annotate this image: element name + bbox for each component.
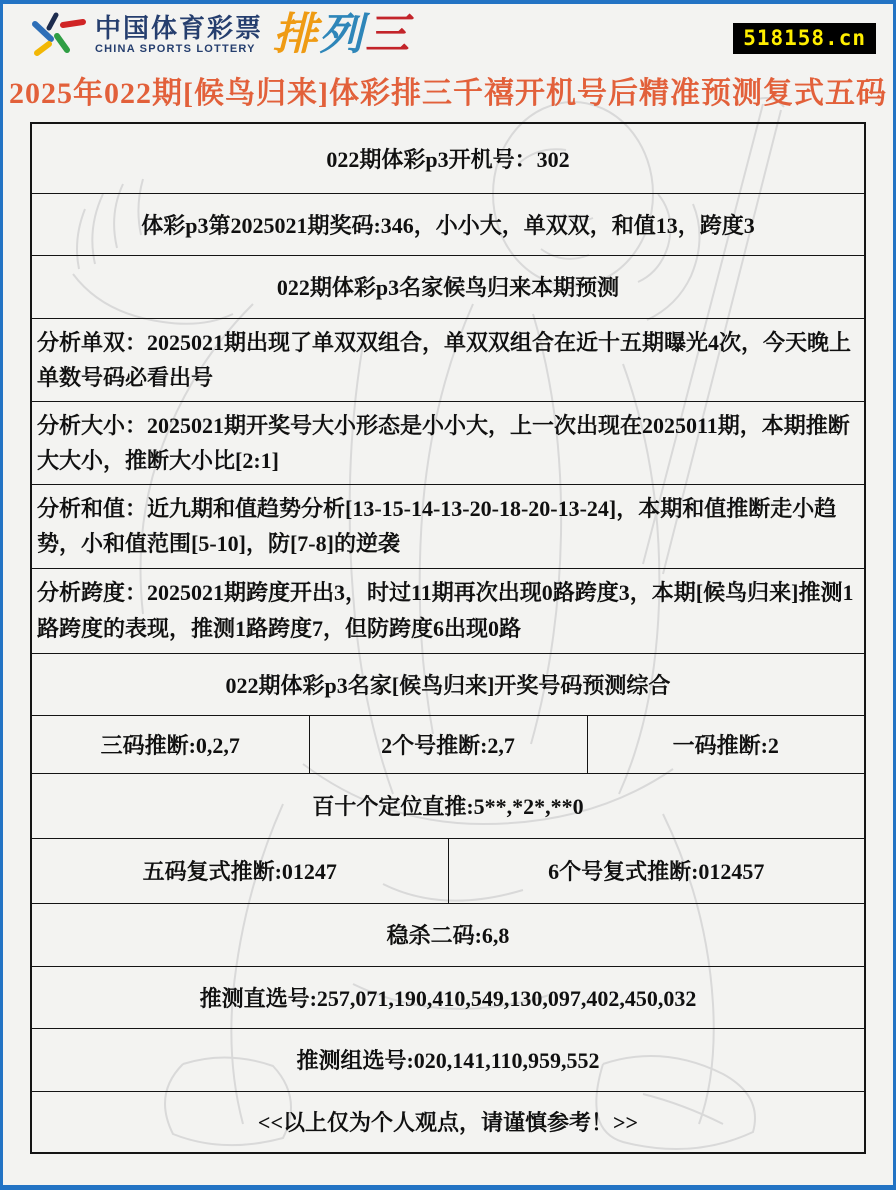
prediction-table	[30, 122, 866, 1154]
brand-text	[95, 15, 263, 55]
one-code-cell: 一码推断:2	[587, 715, 865, 773]
direct-picks-cell: 推测直选号:257,071,190,410,549,130,097,402,450,032	[31, 966, 865, 1028]
kill-two-codes-cell: 稳杀二码:6,8	[31, 903, 865, 966]
table-row	[31, 401, 865, 484]
table-row	[31, 966, 865, 1028]
table-row	[31, 485, 865, 568]
brand-name-en: CHINA SPORTS LOTTERY	[95, 43, 256, 55]
table-row	[31, 1091, 865, 1153]
six-code-fushi-cell: 6个号复式推断:012457	[448, 838, 865, 903]
big-small-analysis-cell: 分析大小：2025021期开奖号大小形态是小小大，上一次出现在2025011期，本期推断大大小，推断大小比[2:1]	[31, 401, 865, 484]
product-name-pailiesan	[273, 10, 412, 59]
three-code-cell: 三码推断:0,2,7	[31, 715, 309, 773]
table-row	[31, 838, 865, 903]
last-draw-result-cell: 体彩p3第2025021期奖码:346，小小大，单双双，和值13，跨度3	[31, 193, 865, 255]
product-char-lie: 列	[319, 10, 366, 59]
table-row	[31, 568, 865, 653]
china-sports-lottery-logo-icon	[29, 12, 87, 58]
summary-header-cell: 022期体彩p3名家[候鸟归来]开奖号码预测综合	[31, 653, 865, 715]
expert-prediction-header-cell: 022期体彩p3名家候鸟归来本期预测	[31, 255, 865, 318]
page-title: 2025年022期[候鸟归来]体彩排三千禧开机号后精准预测复式五码	[9, 77, 887, 110]
table-row	[31, 193, 865, 255]
table-row	[31, 773, 865, 838]
table-row	[31, 1028, 865, 1091]
brand-name-cn: 中国体育彩票	[95, 13, 264, 43]
table-row	[31, 255, 865, 318]
span-analysis-cell: 分析跨度：2025021期跨度开出3，时过11期再次出现0路跨度3，本期[候鸟归来]推测1路跨度的表现，推测1路跨度7，但防跨度6出现0路	[31, 568, 865, 653]
group-picks-cell: 推测组选号:020,141,110,959,552	[31, 1028, 865, 1091]
site-url-badge: 518158.cn	[733, 23, 876, 54]
five-code-fushi-cell: 五码复式推断:01247	[31, 838, 448, 903]
position-direct-cell: 百十个定位直推:5**,*2*,**0	[31, 773, 865, 838]
table-row	[31, 318, 865, 401]
table-row	[31, 653, 865, 715]
sum-value-analysis-cell: 分析和值：近九期和值趋势分析[13-15-14-13-20-18-20-13-24]，本期和值推断走小趋势，小和值范围[5-10]，防[7-8]的逆袭	[31, 485, 865, 568]
table-row	[31, 715, 865, 773]
disclaimer-cell: <<以上仅为个人观点，请谨慎参考！>>	[31, 1091, 865, 1153]
product-char-san: 三	[365, 10, 412, 59]
odd-even-analysis-cell: 分析单双：2025021期出现了单双双组合，单双双组合在近十五期曝光4次，今天晚上单数号码必看出号	[31, 318, 865, 401]
product-char-pai: 排	[273, 10, 320, 59]
two-code-cell: 2个号推断:2,7	[309, 715, 587, 773]
machine-number-cell: 022期体彩p3开机号：302	[31, 123, 865, 193]
table-row	[31, 903, 865, 966]
table-row	[31, 123, 865, 193]
